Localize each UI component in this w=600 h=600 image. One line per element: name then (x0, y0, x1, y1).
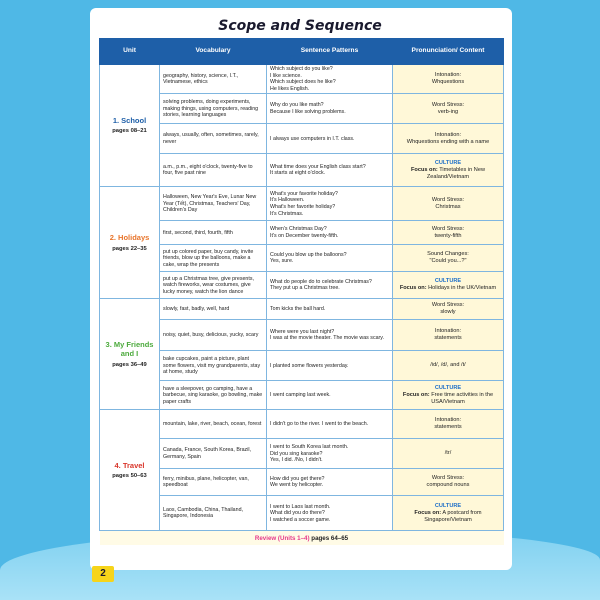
culture-focus-line (396, 392, 500, 406)
pronunciation-line: compound nouns (426, 482, 470, 489)
vocabulary-cell: bake cupcakes, paint a picture, plant some flowers, visit my grandparents, stay at home, study (160, 351, 267, 381)
pronunciation-content-cell (393, 154, 504, 187)
pronunciation-line: Sound Changes: (427, 251, 469, 258)
sentence-line: Why do you like math? (270, 102, 324, 109)
sentence-line: What time does your English class start? (270, 163, 366, 170)
sentence-line: I didn't go to the river. I went to the beach. (270, 421, 369, 428)
pronunciation-line: twenty-fifth (434, 232, 462, 239)
sentence-patterns-cell (267, 124, 393, 154)
sentence-line: Where were you last night? (270, 328, 335, 335)
table-row (100, 272, 504, 299)
table-row (100, 245, 504, 272)
vocabulary-cell: Halloween, New Year's Eve, Lunar New Year (Tết), Christmas, Teachers' Day, Children's Day (160, 187, 267, 221)
pronunciation-content-cell (393, 299, 504, 320)
sentence-line: I went camping last week. (270, 392, 331, 399)
header-vocabulary: Vocabulary (160, 39, 267, 65)
sentence-patterns-cell (267, 245, 393, 272)
sentence-line: How did you get there? (270, 475, 325, 482)
pronunciation-content-cell (393, 94, 504, 124)
pronunciation-content-cell (393, 439, 504, 469)
table-row (100, 187, 504, 221)
unit-cell (100, 410, 160, 531)
sentence-patterns-cell (267, 154, 393, 187)
page-title: Scope and Sequence (218, 18, 382, 34)
focus-text: Holidays in the UK/Vietnam (428, 285, 497, 292)
sentence-patterns-cell (267, 94, 393, 124)
sentence-line: I went to Laos last month. (270, 503, 331, 510)
sentence-line: Which subject does he like? (270, 79, 336, 86)
vocabulary-cell: mountain, lake, river, beach, ocean, forest (160, 410, 267, 439)
pronunciation-content-cell (393, 381, 504, 410)
header-sentence-patterns: Sentence Patterns (267, 39, 393, 65)
pronunciation-content-cell (393, 65, 504, 94)
vocabulary-cell: noisy, quiet, busy, delicious, yucky, scary (160, 320, 267, 351)
pronunciation-line: Whquestions ending with a name (406, 138, 490, 145)
culture-label: CULTURE (434, 502, 462, 509)
pronunciation-line: Intonation: (434, 131, 462, 138)
focus-text: Timetables in New Zealand/Vietnam (426, 166, 485, 180)
table-row (100, 124, 504, 154)
sentence-line: What's your favorite holiday? (270, 190, 338, 197)
sentence-patterns-cell (267, 381, 393, 410)
unit-name: 2. Holidays (109, 233, 150, 243)
pronunciation-line: slowly (440, 309, 456, 316)
header-pronunciation-content: Pronunciation/ Content (393, 39, 504, 65)
culture-focus-line (396, 285, 500, 292)
vocabulary-cell: slowly, fast, badly, well, hard (160, 299, 267, 320)
sentence-line: When's Christmas Day? (270, 226, 327, 233)
vocabulary-cell: always, usually, often, sometimes, rarely, never (160, 124, 267, 154)
table-row (100, 65, 504, 94)
sentence-line: I went to South Korea last month. (270, 444, 349, 451)
sentence-line: It's on December twenty-fifth. (270, 232, 339, 239)
unit-pages: pages 22–35 (112, 245, 147, 252)
sentence-line: I like science. (270, 72, 302, 79)
vocabulary-cell: ferry, minibus, plane, helicopter, van, speedboat (160, 469, 267, 496)
pronunciation-content-cell (393, 245, 504, 272)
pronunciation-content-cell (393, 187, 504, 221)
sentence-line: They put up a Christmas tree. (270, 285, 340, 292)
unit-pages: pages 50–63 (112, 473, 147, 479)
sentence-patterns-cell (267, 439, 393, 469)
sentence-patterns-cell (267, 410, 393, 439)
unit-name: 1. School (112, 115, 147, 125)
pronunciation-line: /id/, /d/, and /t/ (430, 362, 466, 369)
sentence-line: Because I like solving problems. (270, 108, 346, 115)
pronunciation-line: Intonation: (434, 328, 462, 335)
sentence-line: It's Halloween. (270, 197, 305, 204)
page-number: 2 (92, 566, 114, 582)
sentence-patterns-cell (267, 351, 393, 381)
pronunciation-line: verb-ing (437, 108, 459, 115)
vocabulary-cell: put up a Christmas tree, give presents, watch fireworks, wear costumes, give lucky money, watch the lion dance (160, 272, 267, 299)
vocabulary-cell: geography, history, science, I.T., Vietnamese, ethics (160, 65, 267, 94)
unit-cell (100, 299, 160, 410)
unit-name: 4. Travel (114, 460, 145, 470)
sentence-line: Yes, I did. /No, I didn't. (270, 457, 323, 464)
sentence-patterns-cell (267, 299, 393, 320)
pronunciation-line: Intonation: (434, 72, 462, 79)
table-row (100, 496, 504, 531)
focus-text: A postcard from Singapore/Vietnam (424, 509, 482, 523)
sentence-line: What did you do there? (270, 510, 325, 517)
unit-cell (100, 187, 160, 299)
vocabulary-cell: put up colored paper, buy candy, invite friends, blow up the balloons, make a cake, wrap the presents (160, 245, 267, 272)
focus-label: Focus on: (414, 509, 442, 516)
focus-label: Focus on: (402, 391, 430, 398)
table-row (100, 439, 504, 469)
vocabulary-cell: solving problems, doing experiments, making things, using computers, reading stories, learning languages (160, 94, 267, 124)
sentence-line: It starts at eight o'clock. (270, 170, 326, 177)
sentence-line: Could you blow up the balloons? (270, 251, 347, 258)
pronunciation-line: statements (434, 335, 462, 342)
table-row (100, 94, 504, 124)
sentence-line: We went by helicopter. (270, 482, 324, 489)
culture-label: CULTURE (434, 159, 462, 166)
pronunciation-content-cell (393, 320, 504, 351)
pronunciation-line: Word Stress: (431, 225, 465, 232)
culture-focus-line (396, 167, 500, 181)
sentence-line: I watched a soccer game. (270, 516, 331, 523)
sentence-line: What's her favorite holiday? (270, 203, 336, 210)
sentence-patterns-cell (267, 469, 393, 496)
unit-name: 3. My Friends and I (105, 339, 154, 359)
sentence-patterns-cell (267, 65, 393, 94)
pronunciation-line: Word Stress: (431, 302, 465, 309)
review-cell (100, 531, 504, 546)
pronunciation-line: Word Stress: (431, 196, 465, 203)
pronunciation-line: /tr/ (444, 450, 452, 457)
pronunciation-content-cell (393, 469, 504, 496)
sentence-line: I planted some flowers yesterday. (270, 362, 349, 369)
focus-text: Free time activities in the USA/Vietnam (431, 391, 494, 405)
pronunciation-line: Word Stress: (431, 101, 465, 108)
unit-pages: pages 08–21 (112, 128, 147, 135)
pronunciation-content-cell (393, 410, 504, 439)
table-row (100, 299, 504, 320)
sentence-line: I always use computers in I.T. class. (270, 135, 355, 142)
review-row (100, 531, 504, 546)
pronunciation-line: Intonation: (434, 417, 462, 424)
review-pages: pages 64–65 (311, 534, 349, 542)
pronunciation-line: Christmas (435, 203, 461, 210)
table-row (100, 320, 504, 351)
sentence-line: It's Christmas. (270, 210, 304, 217)
table-header-row (100, 39, 504, 65)
sentence-patterns-cell (267, 320, 393, 351)
sentence-line: Did you sing karaoke? (270, 450, 323, 457)
pronunciation-content-cell (393, 221, 504, 245)
unit-cell (100, 65, 160, 187)
vocabulary-cell: a.m., p.m., eight o'clock, twenty-five to four, five past nine (160, 154, 267, 187)
pronunciation-line: "Could you...?" (429, 258, 467, 265)
sentence-patterns-cell (267, 187, 393, 221)
vocabulary-cell: Canada, France, South Korea, Brazil, Germany, Spain (160, 439, 267, 469)
vocabulary-cell: first, second, third, fourth, fifth (160, 221, 267, 245)
review-title: Review (Units 1–4) (254, 534, 310, 542)
pronunciation-line: statements (434, 424, 462, 431)
pronunciation-content-cell (393, 351, 504, 381)
header-unit: Unit (100, 39, 160, 65)
table-body (100, 65, 504, 546)
culture-label: CULTURE (434, 278, 462, 285)
table-row (100, 469, 504, 496)
sentence-line: Which subject do you like? (270, 66, 333, 72)
sentence-patterns-cell (267, 496, 393, 531)
pronunciation-content-cell (393, 496, 504, 531)
sentence-patterns-cell (267, 221, 393, 245)
focus-label: Focus on: (411, 166, 438, 173)
pronunciation-line: Word Stress: (431, 475, 465, 482)
culture-label: CULTURE (434, 384, 462, 391)
sentence-patterns-cell (267, 272, 393, 299)
pronunciation-content-cell (393, 124, 504, 154)
scope-sequence-table (99, 38, 504, 545)
culture-focus-line (396, 510, 500, 524)
table-row (100, 351, 504, 381)
vocabulary-cell: have a sleepover, go camping, have a barbecue, sing karaoke, go bowling, make paper crafts (160, 381, 267, 410)
table-row (100, 410, 504, 439)
sentence-line: Yes, sure. (270, 258, 294, 265)
table-row (100, 154, 504, 187)
sentence-line: What do people do to celebrate Christmas? (270, 278, 372, 285)
sentence-line: Tom kicks the ball hard. (270, 306, 326, 313)
sentence-line: I was at the movie theater. The movie was scary. (270, 335, 385, 342)
table-row (100, 221, 504, 245)
pronunciation-content-cell (393, 272, 504, 299)
pronunciation-line: Whquestions (431, 79, 465, 86)
focus-label: Focus on: (399, 285, 427, 292)
unit-pages: pages 36–49 (112, 361, 147, 368)
sentence-line: He likes English. (270, 85, 310, 92)
vocabulary-cell: Laos, Cambodia, China, Thailand, Singapore, Indonesia (160, 496, 267, 531)
table-row (100, 381, 504, 410)
